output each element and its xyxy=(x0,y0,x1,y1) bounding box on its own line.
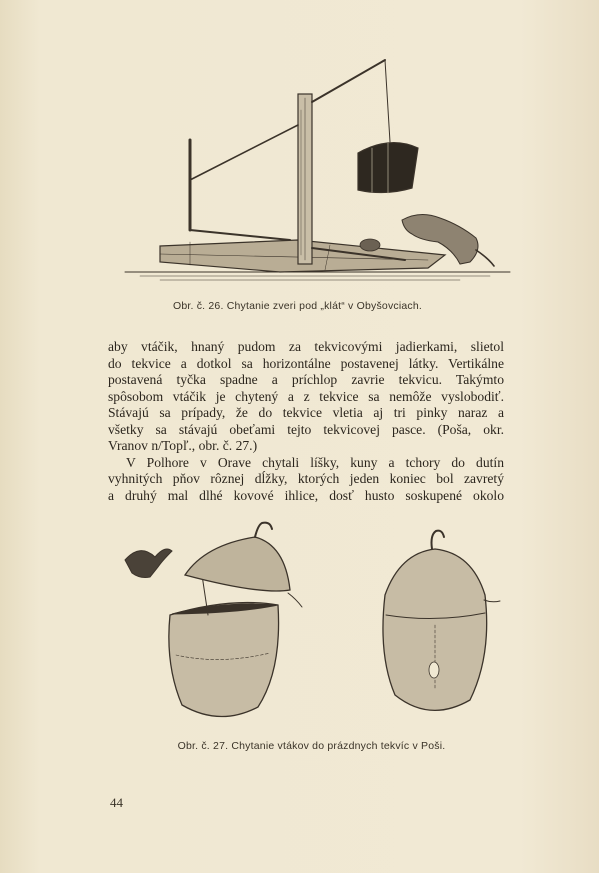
body-text xyxy=(108,339,504,504)
text-line: V Polhore v Orave chytali líšky, kuny a tchory do dutín xyxy=(126,454,504,470)
text-line: postavená tyčka spadne a príchlop zavrie tekvicu. Takýmto xyxy=(108,372,504,387)
text-line: a druhý mal dlhé kovové ihlice, dosť husto soskupené okolo xyxy=(108,487,504,503)
text-line: Vranov n/Topľ., obr. č. 27.) xyxy=(108,438,258,453)
figure-caption: Obr. č. 27. Chytanie vtákov do prázdnych tekvíc v Poši. xyxy=(177,740,446,752)
paragraph xyxy=(108,339,504,455)
text-line: do tekvice a dotkol sa horizontálne postavenej látky. Vertikálne xyxy=(108,355,504,371)
text-line: Stávajú sa prípady, že do tekvice vletia aj tri pinky naraz a xyxy=(108,405,504,420)
figure-deadfall-trap-illustration xyxy=(120,50,520,290)
page-number: 44 xyxy=(110,795,123,810)
figure-gourd-bird-trap-illustration xyxy=(110,515,520,735)
text-line: vyhnitých pňov rôznej dĺžky, ktorých jeden koniec bol zavretý xyxy=(108,471,504,486)
paragraph xyxy=(108,455,504,505)
text-line: aby vtáčik, hnaný pudom za tekvicovými jadierkami, slietol xyxy=(108,339,504,354)
text-line: všetky sa stávajú obeťami tejto tekvicovej pasce. (Poša, okr. xyxy=(108,421,504,437)
figure-caption: Obr. č. 26. Chytanie zveri pod „klát“ v Obyšovciach. xyxy=(172,300,423,312)
text-line: spôsobom vtáčik je chytený a z tekvice sa nemôže vyslobodiť. xyxy=(108,388,504,404)
